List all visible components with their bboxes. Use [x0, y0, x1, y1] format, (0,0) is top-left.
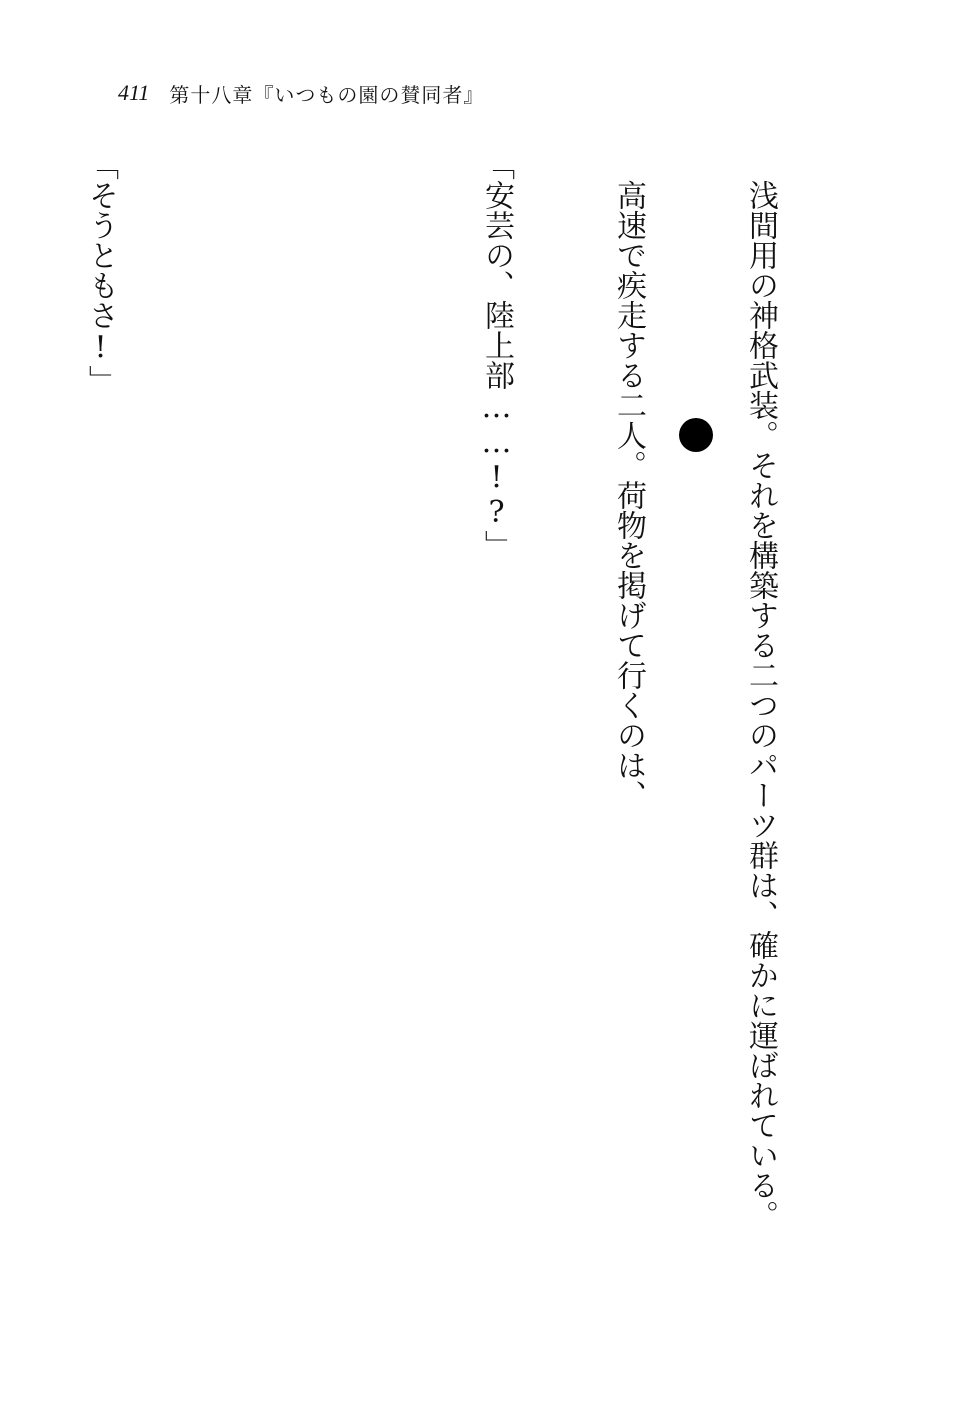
page-number: 411 [118, 80, 150, 105]
running-header [118, 78, 484, 108]
text-column: 「安芸の、陸上部……!?」 [479, 150, 514, 560]
text-column: 「そうともさ!」 [83, 150, 118, 395]
text-column: 高速で疾走する二人。荷物を掲げて行くのは、 [611, 180, 646, 810]
chapter-title: 第十八章『いつもの園の賛同者』 [169, 82, 485, 107]
vertical-body-text [0, 150, 870, 1350]
text-column: 浅間用の神格武装。それを構築する二つのパーツ群は、確かに運ばれている。 [743, 180, 778, 1230]
